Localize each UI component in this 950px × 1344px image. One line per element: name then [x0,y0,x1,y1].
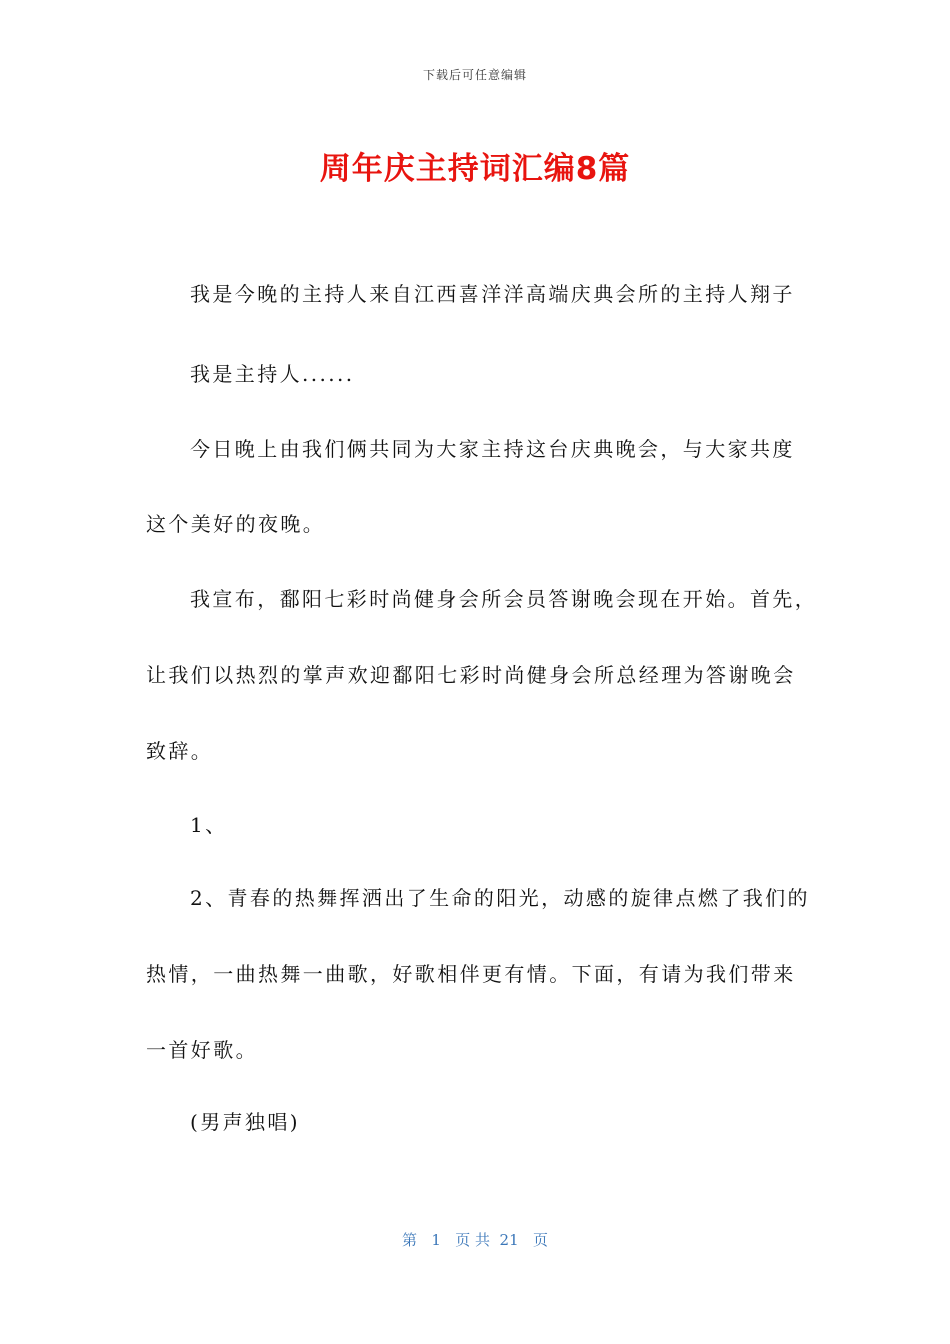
document-title: 周年庆主持词汇编8篇 [319,151,631,187]
paragraph-line: 我是主持人...... [190,362,355,386]
paragraph-line: (男声独唱) [190,1110,301,1134]
paragraph-line: 致辞。 [146,739,214,763]
total-pages-number: 21 [499,1231,519,1249]
current-page-number: 1 [431,1231,441,1249]
footer-label-of: 页 共 [455,1231,490,1249]
footer-label-page: 第 [402,1231,418,1249]
paragraph-line: 1、 [190,813,228,837]
header-note: 下载后可任意编辑 [422,68,527,82]
footer-label-end: 页 [532,1231,548,1249]
paragraph-line: 今日晚上由我们俩共同为大家主持这台庆典晚会，与大家共度 [190,437,795,461]
paragraph-line: 一首好歌。 [146,1038,258,1062]
paragraph-line: 让我们以热烈的掌声欢迎鄱阳七彩时尚健身会所总经理为答谢晚会 [146,663,796,687]
paragraph-line: 我是今晚的主持人来自江西喜洋洋高端庆典会所的主持人翔子 [190,282,795,306]
page-footer [0,1229,950,1250]
paragraph-line: 热情，一曲热舞一曲歌，好歌相伴更有情。下面，有请为我们带来 [146,962,796,986]
paragraph-line: 2、青春的热舞挥洒出了生命的阳光，动感的旋律点燃了我们的 [190,886,810,910]
paragraph-line: 我宣布，鄱阳七彩时尚健身会所会员答谢晚会现在开始。首先， [190,587,818,611]
paragraph-line: 这个美好的夜晚。 [146,512,326,536]
